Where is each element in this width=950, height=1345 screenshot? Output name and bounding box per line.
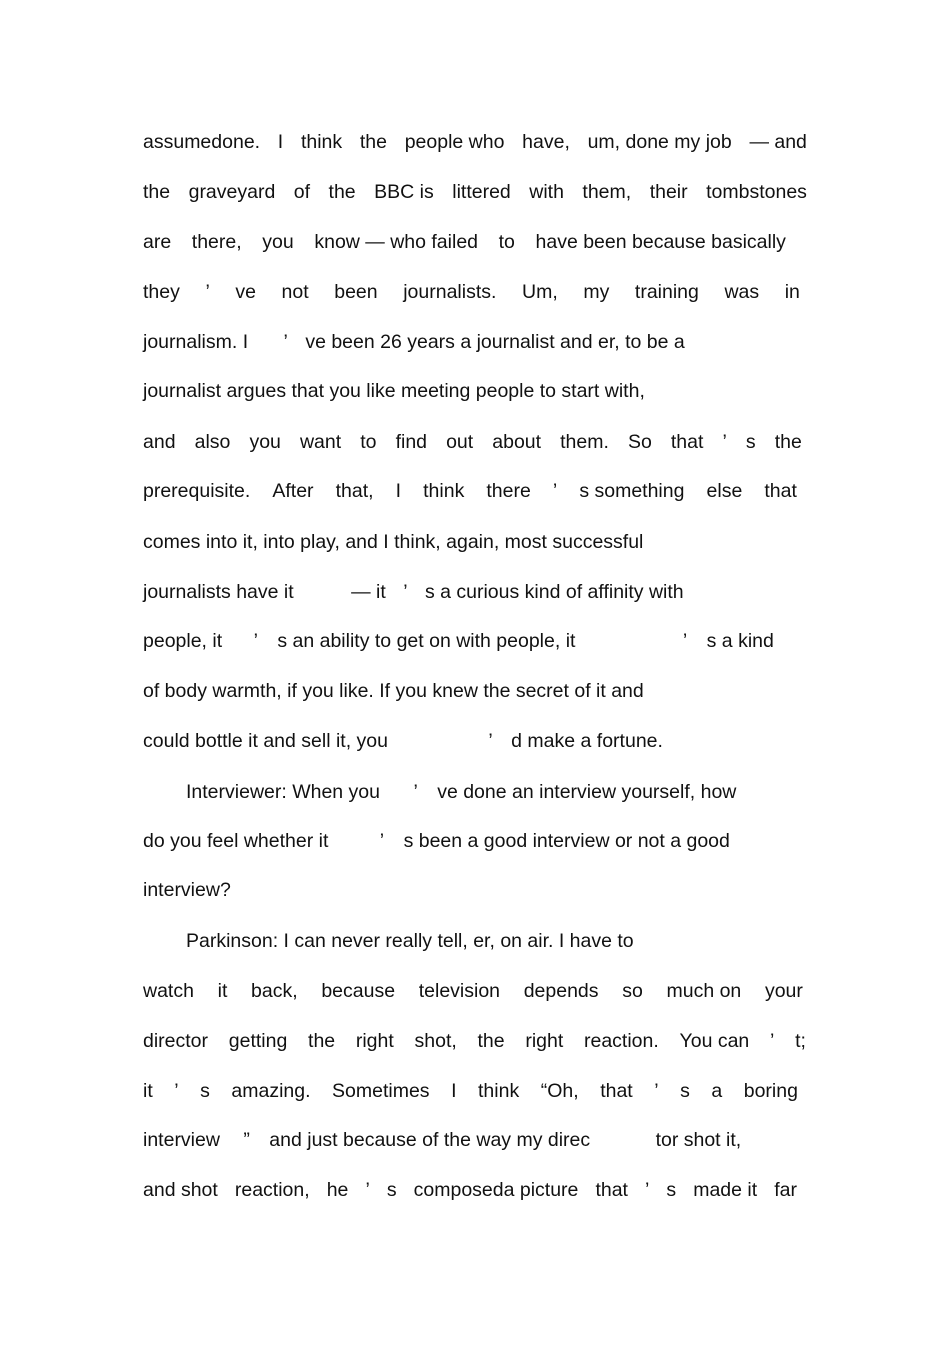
text-segment: You can [679,1030,750,1052]
text-segment: not [281,281,309,303]
text-segment: there, [191,231,242,253]
text-segment: a [711,1080,723,1102]
text-segment: think [423,480,465,502]
text-segment: s been a good interview or not a good [403,830,730,852]
text-segment: about [492,431,542,453]
text-line-22 [143,1178,797,1202]
text-line-13 [143,729,807,753]
text-line-1 [143,130,807,154]
text-segment: tombstones [706,181,807,203]
text-line-15 [143,829,807,853]
apostrophe: ’ [283,331,288,353]
text-segment: you [262,231,294,253]
text-segment: else [706,480,743,502]
text-segment: think [478,1080,520,1102]
text-segment: people, it [143,630,223,652]
text-segment: reaction, [234,1179,310,1201]
text-segment: tor shot it, [655,1129,742,1151]
text-segment: it [217,980,228,1002]
text-line-6 [143,379,807,403]
text-segment: and shot [143,1179,218,1201]
text-segment: that [670,431,704,453]
text-segment: Parkinson: I can never really tell, er, on air. I have to [186,930,634,952]
text-segment: that [600,1080,633,1102]
text-segment: the [308,1030,336,1052]
text-segment: to [498,231,515,253]
text-line-4 [143,280,800,304]
text-segment: interview? [143,879,231,901]
text-segment: the [359,131,387,153]
text-segment: ve been 26 years a journalist and er, to be a [305,331,685,353]
apostrophe: ’ [770,1030,775,1052]
apostrophe: ’ [552,480,558,502]
text-segment: — and [749,131,807,153]
text-line-10 [143,580,807,604]
text-segment: made it [693,1179,758,1201]
text-segment: to [360,431,377,453]
text-line-19 [143,1029,806,1053]
text-segment: right [355,1030,394,1052]
text-segment: d make a fortune. [511,730,663,752]
text-segment: in [784,281,800,303]
text-line-11 [143,629,807,653]
text-segment: graveyard [188,181,276,203]
text-segment: their [649,181,688,203]
text-segment: Um, [522,281,558,303]
text-segment: also [194,431,231,453]
text-segment: my [583,281,610,303]
text-segment: interview [143,1129,220,1151]
apostrophe: ’ [174,1080,179,1102]
text-segment: s [745,431,756,453]
text-segment: prerequisite. [143,480,251,502]
text-segment: director [143,1030,209,1052]
apostrophe: ’ [253,630,258,652]
text-line-8 [143,479,797,503]
text-segment: and just because of the way my direc [269,1129,591,1151]
text-segment: journalist argues that you like meeting people to start with, [143,380,645,402]
apostrophe: ’ [413,781,418,803]
text-segment: shot, [414,1030,457,1052]
text-segment: ve done an interview yourself, how [437,781,737,803]
apostrophe: ’ [654,1080,659,1102]
text-line-16 [143,878,807,902]
text-segment: your [764,980,803,1002]
apostrophe: ’ [722,431,727,453]
text-segment: that, [335,480,374,502]
text-segment: the [774,431,802,453]
text-segment: he [326,1179,349,1201]
apostrophe: ’ [365,1179,370,1201]
text-line-2 [143,180,807,204]
text-segment: the [328,181,356,203]
text-segment: find [395,431,428,453]
text-segment: After [272,480,314,502]
text-segment: them, [582,181,632,203]
text-segment: s a curious kind of affinity with [424,581,684,603]
text-segment: was [724,281,760,303]
apostrophe: ’ [488,730,493,752]
text-line-12 [143,679,807,703]
text-segment: s [680,1080,690,1102]
text-segment: do you feel whether it [143,830,329,852]
text-segment: comes into it, into play, and I think, again, most successful [143,531,644,553]
text-segment: could bottle it and sell it, you [143,730,388,752]
text-segment: know — who failed [314,231,479,253]
text-segment: s something [579,480,685,502]
text-segment: right [525,1030,564,1052]
text-segment: that [764,480,797,502]
text-segment: and [143,431,176,453]
close-quote: ” [243,1129,250,1151]
text-segment: it [143,1080,153,1102]
text-segment: with [529,181,564,203]
text-segment: been [334,281,378,303]
text-line-18 [143,979,803,1003]
text-segment: journalism. I [143,331,249,353]
text-segment: I [277,131,284,153]
text-segment: ve [235,281,256,303]
text-segment: ’ [205,281,210,303]
text-segment: amazing. [231,1080,311,1102]
text-line-21 [143,1128,807,1152]
text-segment: so [622,980,643,1002]
text-segment: want [299,431,342,453]
text-segment: you [249,431,281,453]
text-segment: s [200,1080,210,1102]
text-segment: assumedone. [143,131,261,153]
text-segment: of body warmth, if you like. If you knew the secret of it and [143,680,644,702]
text-segment: there [486,480,531,502]
text-segment: watch [143,980,194,1002]
text-segment: training [634,281,699,303]
text-segment: out [446,431,474,453]
text-segment: think [300,131,343,153]
text-segment: them. [560,431,609,453]
text-segment: have been because basically [535,231,786,253]
text-segment: journalists have it [143,581,294,603]
text-segment: people who [404,131,505,153]
text-line-3 [143,230,786,254]
text-line-9 [143,530,807,554]
text-segment: I [451,1080,457,1102]
apostrophe: ’ [682,630,688,652]
text-line-14 [186,780,807,804]
text-segment: composeda picture [413,1179,579,1201]
text-segment: um, done my job [587,131,732,153]
text-segment: I [395,480,402,502]
text-line-20 [143,1079,798,1103]
text-segment: “Oh, [540,1080,579,1102]
text-segment: reaction. [584,1030,659,1052]
text-segment: Interviewer: When you [186,781,381,803]
text-segment: — it [351,581,386,603]
text-segment: television [418,980,501,1002]
text-segment: they [143,281,180,303]
text-segment: getting [228,1030,288,1052]
text-segment: s a kind [706,630,774,652]
text-segment: because [321,980,396,1002]
text-segment: that [595,1179,628,1201]
text-segment: the [143,181,171,203]
text-segment: littered [452,181,511,203]
text-segment: boring [743,1080,798,1102]
text-line-17 [186,929,807,953]
text-segment: depends [523,980,599,1002]
text-segment: s [666,1179,677,1201]
text-segment: back, [251,980,298,1002]
text-line-5 [143,330,807,354]
text-segment: much on [666,980,742,1002]
apostrophe: ’ [379,830,385,852]
text-segment: far [774,1179,797,1201]
text-segment: the [477,1030,505,1052]
text-segment: are [143,231,172,253]
text-segment: journalists. [403,281,497,303]
text-segment: BBC is [374,181,434,203]
text-line-7 [143,430,802,454]
text-segment: So [627,431,652,453]
text-segment: of [293,181,311,203]
text-segment: Sometimes [332,1080,430,1102]
text-segment: have, [522,131,570,153]
text-segment: s an ability to get on with people, it [277,630,576,652]
text-segment: t; [795,1030,806,1052]
apostrophe: ’ [403,581,408,603]
apostrophe: ’ [645,1179,650,1201]
text-segment: s [386,1179,397,1201]
